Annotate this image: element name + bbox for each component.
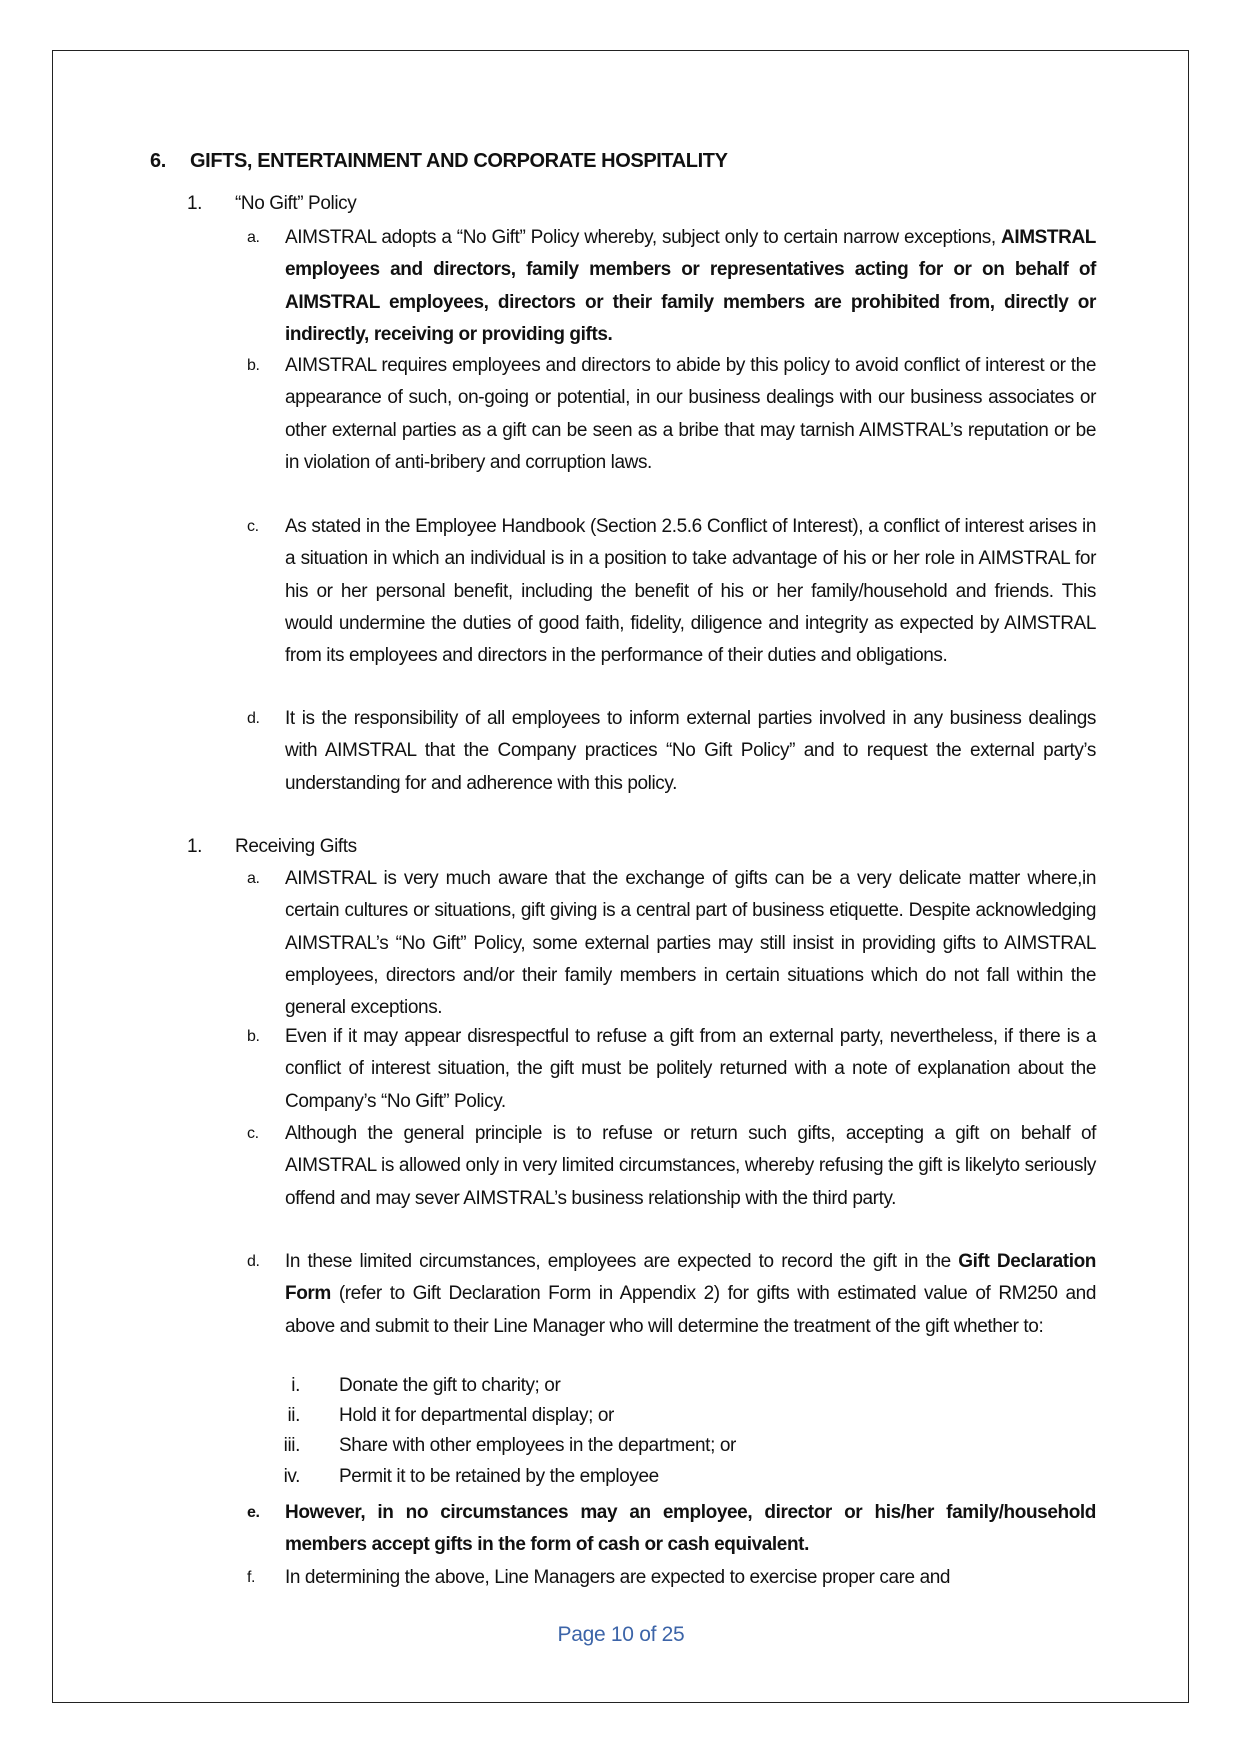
subsection-heading-receiving-gifts bbox=[187, 836, 357, 858]
item-text: AIMSTRAL is very much aware that the exchange of gifts can be a very delicate matter where,in certain cultures or situations, gift giving is a central part of business etiquette. Despite acknowledging AIMSTRAL’s “No Gift” Policy, some external parties may still insist in providing gifts to AIMSTRAL employees, directors and/or their family members in certain situations which do not fall within the general exceptions. bbox=[285, 868, 1096, 1019]
option-label: iv. bbox=[283, 1466, 300, 1487]
item-text-post: (refer to Gift Declaration Form in Appendix 2) for gifts with estimated value of RM250 and above and submit to their Line Manager who will determine the treatment of the gift whether to: bbox=[285, 1283, 1096, 1337]
page-number-footer: Page 10 of 25 bbox=[557, 1623, 685, 1646]
list-item bbox=[247, 1562, 1096, 1594]
item-label: e. bbox=[247, 1504, 260, 1521]
item-text: In determining the above, Line Managers are expected to exercise proper care and bbox=[285, 1567, 951, 1588]
item-text-bold: However, in no circumstances may an employee, director or his/her family/household members accept gifts in the form of cash or cash equivalent. bbox=[285, 1502, 1096, 1556]
item-label: a. bbox=[247, 229, 260, 246]
subsection-number: 1. bbox=[187, 193, 203, 214]
item-text: Although the general principle is to refuse or return such gifts, accepting a gift on behalf of AIMSTRAL is allowed only in very limited circumstances, whereby refusing the gift is likelyto seriously offend and may sever AIMSTRAL’s business relationship with the third party. bbox=[285, 1123, 1096, 1209]
item-text-bold: AIMSTRAL employees and directors, family members or representatives acting for or on behalf of AIMSTRAL employees, directors or their family members are prohibited from, directly or indirectly, receiving or providing gifts. bbox=[285, 227, 1096, 345]
list-item bbox=[247, 1021, 1096, 1118]
item-text bbox=[285, 1246, 1096, 1343]
item-label: d. bbox=[247, 710, 260, 727]
option-text: Donate the gift to charity; or bbox=[339, 1375, 561, 1396]
option-text: Share with other employees in the department; or bbox=[339, 1435, 736, 1456]
subsection-number: 1. bbox=[187, 836, 203, 857]
option-item bbox=[248, 1375, 561, 1397]
section-number: 6. bbox=[150, 150, 166, 172]
item-label: c. bbox=[247, 1125, 259, 1142]
option-label: i. bbox=[291, 1375, 300, 1396]
item-label: a. bbox=[247, 870, 260, 887]
subsection-heading-no-gift-policy bbox=[187, 193, 356, 215]
list-item bbox=[247, 703, 1096, 800]
option-label: ii. bbox=[287, 1405, 300, 1426]
item-text bbox=[285, 222, 1096, 351]
item-text: It is the responsibility of all employees to inform external parties involved in any business dealings with AIMSTRAL that the Company practices “No Gift Policy” and to request the external party’s understanding for and adherence with this policy. bbox=[285, 708, 1096, 794]
list-item bbox=[247, 1497, 1096, 1562]
list-item bbox=[247, 222, 1096, 351]
item-text: As stated in the Employee Handbook (Section 2.5.6 Conflict of Interest), a conflict of interest arises in a situation in which an individual is in a position to take advantage of his or her role in AIMSTRAL for his or her personal benefit, including the benefit of his or her family/household and friends. This would undermine the duties of good faith, fidelity, diligence and integrity as expected by AIMSTRAL from its employees and directors in the performance of their duties and obligations. bbox=[285, 516, 1096, 667]
item-text: AIMSTRAL requires employees and directors to abide by this policy to avoid conflict of interest or the appearance of such, on-going or potential, in our business dealings with our business associates or other external parties as a gift can be seen as a bribe that may tarnish AIMSTRAL’s reputation or be in violation of anti-bribery and corruption laws. bbox=[285, 355, 1096, 473]
section-heading bbox=[150, 150, 728, 173]
item-label: b. bbox=[247, 357, 260, 374]
list-item bbox=[247, 511, 1096, 672]
gift-declaration-form-ref: Gift Declaration Form bbox=[285, 1251, 1096, 1305]
item-label: b. bbox=[247, 1028, 260, 1045]
item-label: f. bbox=[247, 1569, 256, 1586]
option-text: Hold it for departmental display; or bbox=[339, 1405, 614, 1426]
subsection-title: “No Gift” Policy bbox=[235, 193, 357, 214]
list-item bbox=[247, 1246, 1096, 1343]
option-text: Permit it to be retained by the employee bbox=[339, 1466, 659, 1487]
section-title: GIFTS, ENTERTAINMENT AND CORPORATE HOSPITALITY bbox=[190, 150, 728, 172]
item-text-pre: In these limited circumstances, employees are expected to record the gift in the bbox=[285, 1251, 959, 1272]
option-item bbox=[248, 1435, 736, 1457]
list-item bbox=[247, 350, 1096, 479]
item-text-plain: AIMSTRAL adopts a “No Gift” Policy whereby, subject only to certain narrow exceptions, bbox=[285, 227, 1002, 248]
list-item bbox=[247, 863, 1096, 1024]
item-text: Even if it may appear disrespectful to refuse a gift from an external party, nevertheless, if there is a conflict of interest situation, the gift must be politely returned with a note of explanation about the Company’s “No Gift” Policy. bbox=[285, 1026, 1096, 1112]
subsection-title: Receiving Gifts bbox=[235, 836, 357, 857]
option-item bbox=[248, 1466, 659, 1488]
option-item bbox=[248, 1405, 614, 1427]
item-label: c. bbox=[247, 518, 259, 535]
item-label: d. bbox=[247, 1253, 260, 1270]
list-item bbox=[247, 1118, 1096, 1215]
option-label: iii. bbox=[283, 1435, 300, 1456]
